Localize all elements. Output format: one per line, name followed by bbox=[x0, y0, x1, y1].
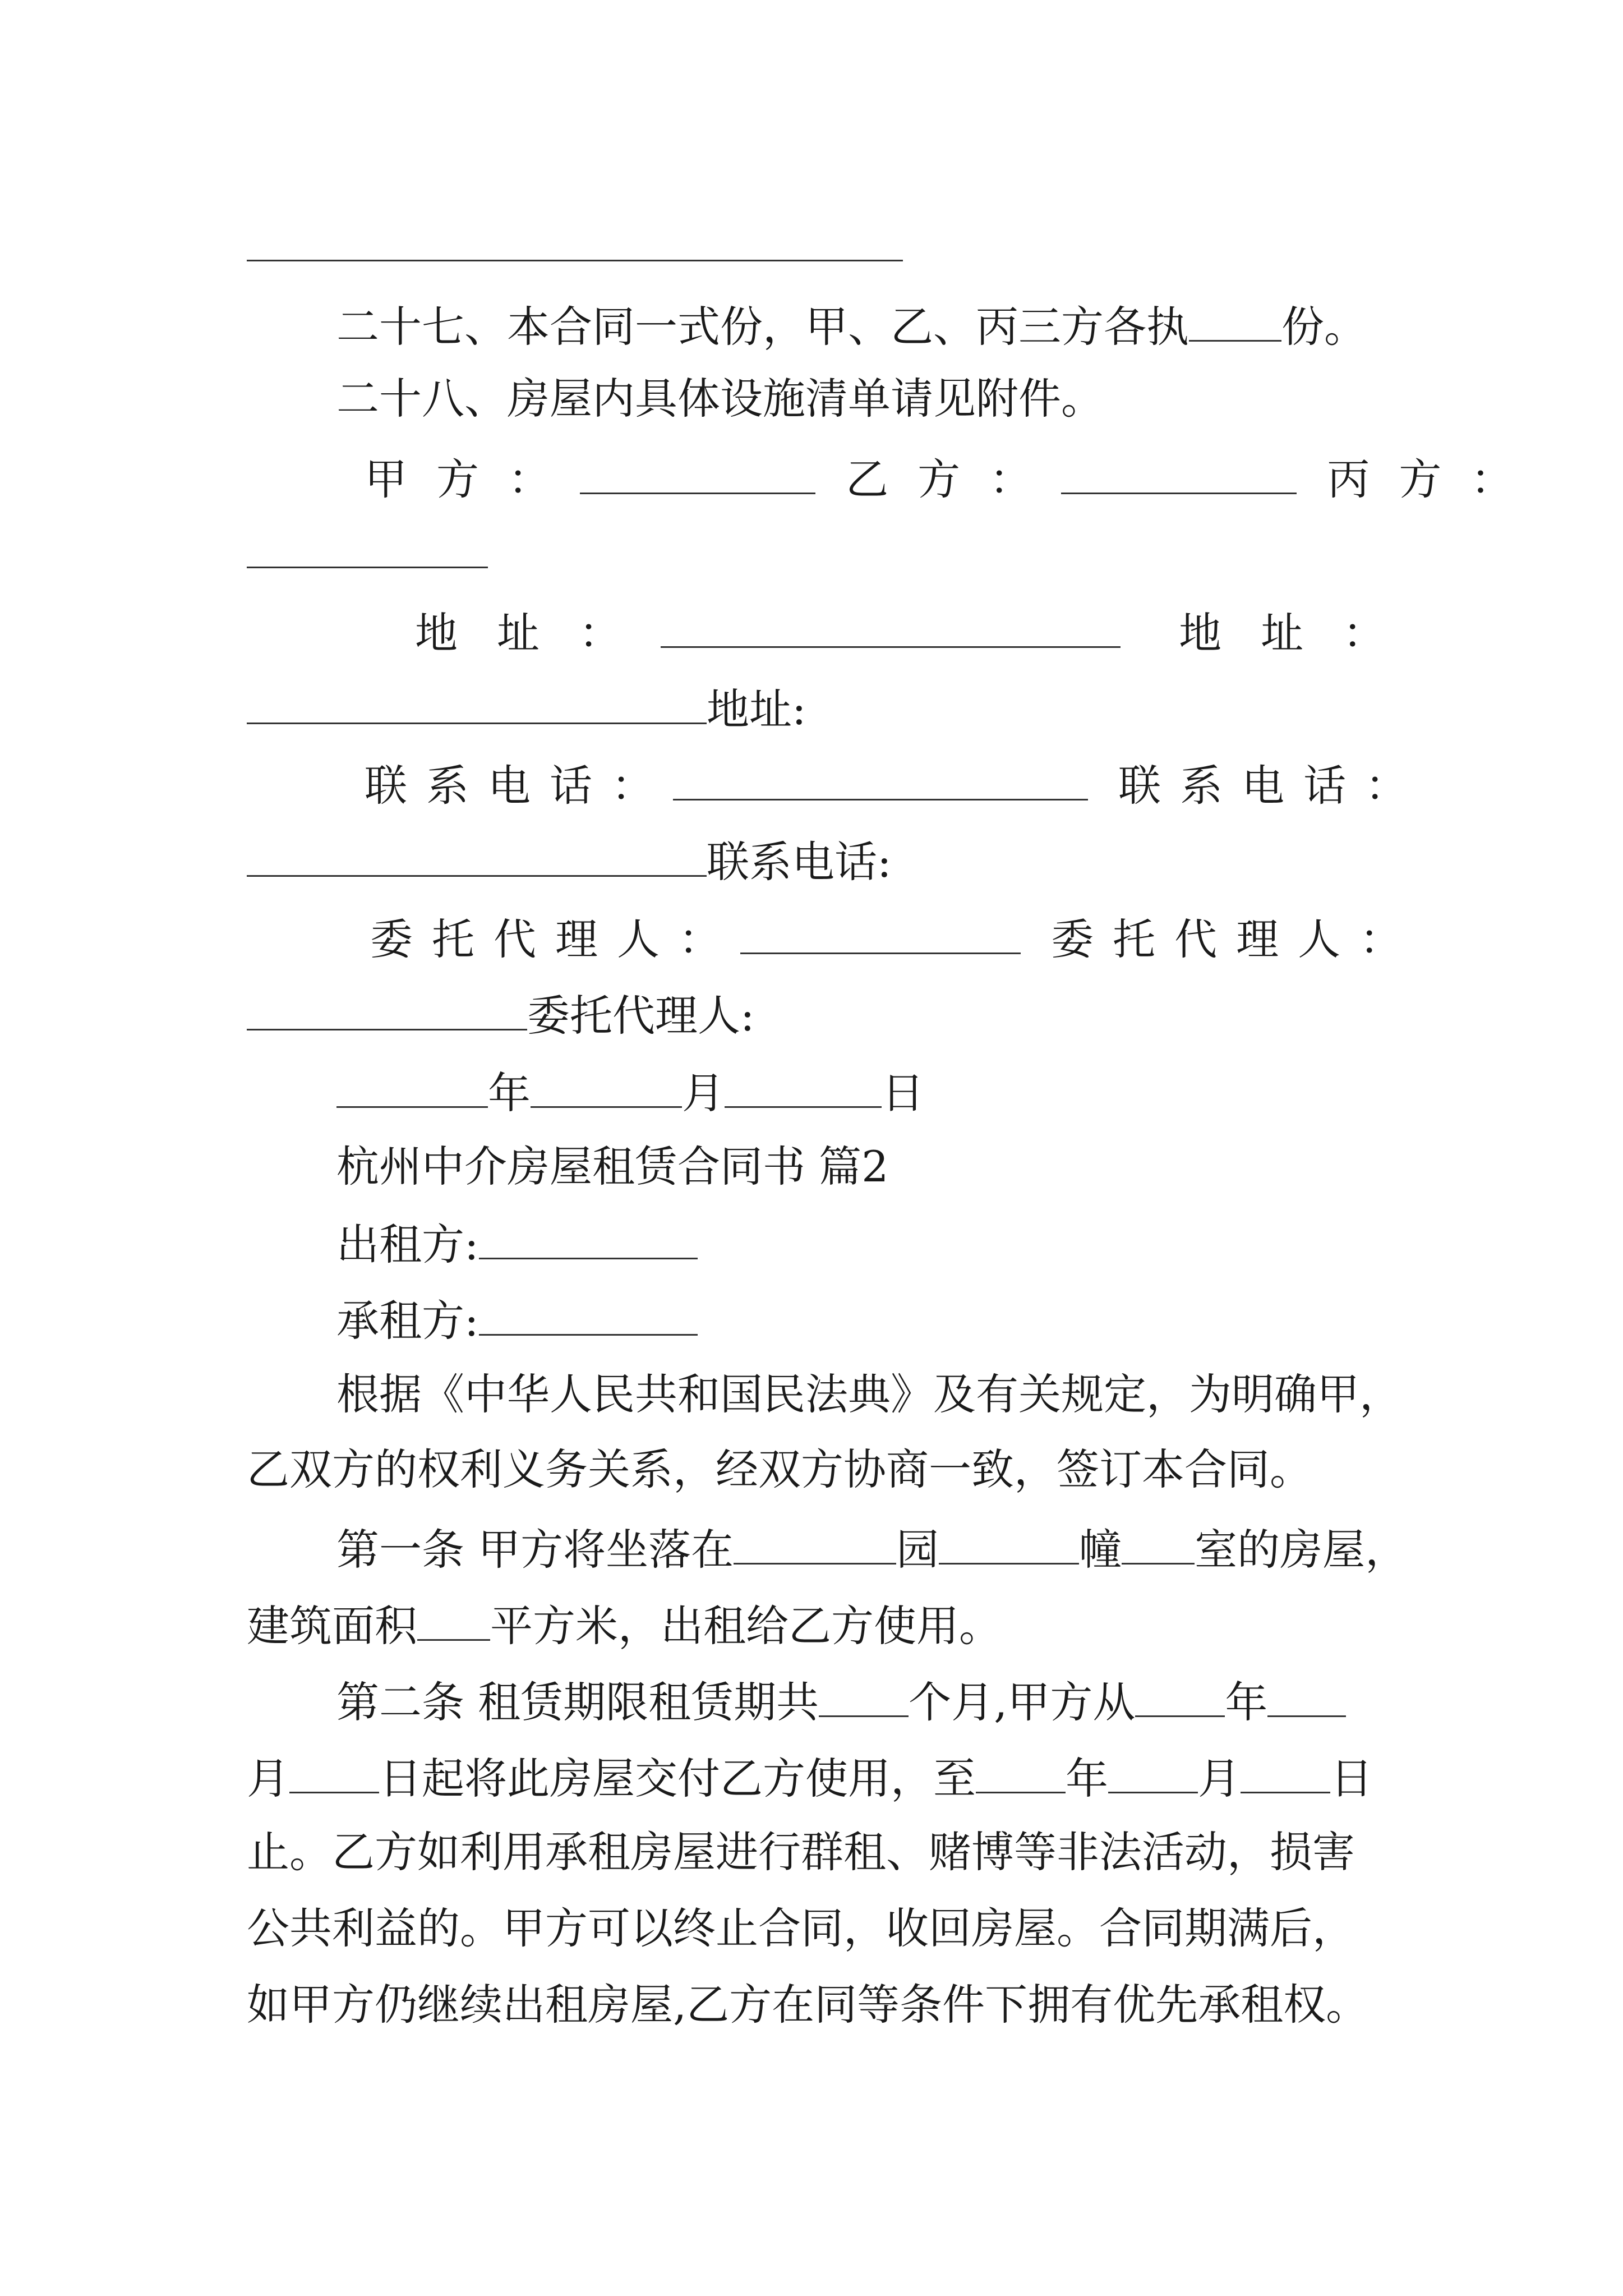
blank-month bbox=[531, 1069, 682, 1108]
article-2-line-5: 如甲方仍继续出租房屋,乙方在同等条件下拥有优先承租权。 bbox=[247, 1980, 1369, 2030]
lessor-line: 出租方: bbox=[336, 1221, 698, 1266]
blank-room bbox=[1122, 1526, 1195, 1565]
blank-agent-a bbox=[740, 915, 1021, 954]
article-2-line-4: 公共利益的。甲方可以终止合同，收回房屋。合同期满后， bbox=[247, 1903, 1355, 1953]
signature-phone-row: 联系电话： 联系电话： bbox=[365, 761, 1427, 811]
blank-copies bbox=[1189, 303, 1281, 342]
signature-address-row: 地址： 地址： bbox=[415, 608, 1425, 658]
section-title: 杭州中介房屋租赁合同书 篇2 bbox=[336, 1142, 889, 1191]
blank-end-month bbox=[1108, 1755, 1198, 1793]
intro-line-2: 乙双方的权利义务关系，经双方协商一致，签订本合同。 bbox=[247, 1444, 1312, 1494]
blank-phone-b bbox=[247, 838, 707, 877]
signature-phone-row-2: 联系电话: bbox=[247, 838, 892, 884]
blank-end-year bbox=[976, 1755, 1066, 1793]
blank-months bbox=[819, 1678, 909, 1717]
blank-end-day bbox=[1241, 1755, 1330, 1793]
article-2-line-3: 止。乙方如利用承租房屋进行群租、赌博等非法活动，损害 bbox=[247, 1827, 1355, 1877]
clause-27: 二十七、本合同一式份，甲、乙、丙三方各执 份。 bbox=[336, 302, 1367, 352]
article-1-line-1: 第一条 甲方将坐落在 园 幢 室的房屋， bbox=[336, 1525, 1408, 1575]
article-1-line-2: 建筑面积 平方米，出租给乙方使用。 bbox=[247, 1601, 1002, 1651]
blank-lessee bbox=[479, 1297, 698, 1336]
blank-address-a bbox=[661, 609, 1121, 648]
signature-agent-row: 委托代理人： 委托代理人： bbox=[370, 914, 1422, 964]
blank-area bbox=[417, 1602, 490, 1641]
blank-start-year bbox=[1135, 1678, 1225, 1717]
intro-line-1: 根据《中华人民共和国民法典》及有关规定，为明确甲， bbox=[336, 1369, 1402, 1419]
lessee-line: 承租方: bbox=[336, 1297, 698, 1342]
blank-year bbox=[336, 1069, 488, 1108]
blank-agent-b bbox=[247, 992, 527, 1030]
blank-party-a bbox=[580, 455, 815, 494]
blank-start-day bbox=[289, 1755, 379, 1793]
signature-party-row: 甲方： 乙方： 丙方： bbox=[365, 454, 1543, 504]
blank-building bbox=[939, 1526, 1079, 1565]
blank-party-b bbox=[1061, 455, 1297, 494]
signature-agent-row-2: 委托代理人: bbox=[247, 992, 755, 1037]
blank-address-b bbox=[247, 685, 707, 724]
blank-lessor bbox=[479, 1221, 698, 1259]
clause-28: 二十八、房屋内具体设施清单请见附件。 bbox=[336, 374, 1104, 424]
blank-day bbox=[725, 1069, 882, 1108]
blank-party-c bbox=[247, 567, 488, 568]
signature-address-row-2: 地址: bbox=[247, 685, 806, 731]
blank-start-month bbox=[1267, 1678, 1346, 1717]
blank-garden bbox=[734, 1526, 896, 1565]
article-2-line-2: 月 日起将此房屋交付乙方使用，至 年 月 日 bbox=[247, 1754, 1373, 1803]
top-rule bbox=[247, 260, 903, 261]
blank-phone-a bbox=[673, 762, 1088, 800]
article-2-line-1: 第二条 租赁期限租赁期共 个月,甲方从 年 bbox=[336, 1678, 1346, 1724]
signature-date-row: 年 月 日 bbox=[336, 1069, 924, 1115]
